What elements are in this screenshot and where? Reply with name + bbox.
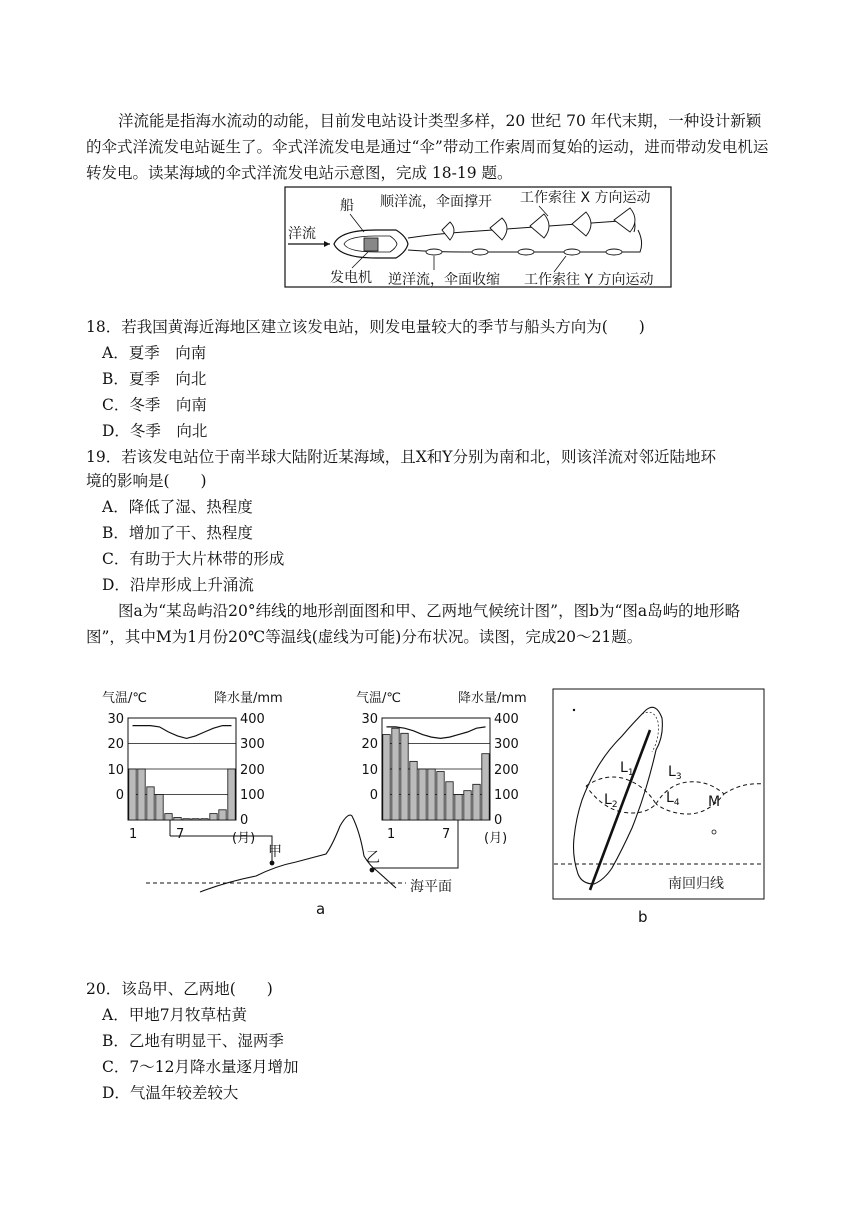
question-20-stem: 20．该岛甲、乙两地( ) (86, 980, 273, 998)
yi-precip-tick-0: 0 (494, 813, 503, 828)
figure-a (96, 686, 550, 920)
jia-precip-bar-6 (174, 817, 181, 820)
question-18-option-a: A．夏季 向南 (102, 344, 207, 362)
jia-climate-chart (128, 718, 236, 820)
backward-current-label: 逆洋流，伞面收缩 (388, 272, 500, 288)
m-label: M (708, 794, 721, 810)
jia-precip-bar-7 (183, 819, 190, 820)
jia-label: 甲 (268, 844, 282, 860)
jia-precip-bar-12 (228, 769, 235, 820)
sea-level-label: 海平面 (410, 879, 452, 895)
x-direction-label: 工作索往 X 方向运动 (520, 190, 651, 206)
yi-climate-chart (382, 718, 490, 820)
question-18-option-d: D．冬季 向北 (102, 422, 208, 440)
question-18-stem: 18．若我国黄海近海地区建立该发电站，则发电量较大的季节与船头方向为( ) (86, 318, 645, 336)
l2-label: $L_2$ (604, 792, 618, 810)
yi-precip-tick-400: 400 (494, 712, 519, 727)
l1-label: $L_1$ (620, 760, 634, 778)
yi-point (370, 868, 375, 873)
jia-precip-tick-200: 200 (240, 763, 265, 778)
question-19-option-d: D．沿岸形成上升涌流 (102, 576, 254, 594)
question-19-stem-line2: 境的影响是( ) (86, 472, 207, 490)
question-19-option-a: A．降低了湿、热程度 (102, 498, 253, 516)
jia-precip-tick-100: 100 (240, 788, 265, 803)
jia-temp-tick-0: 0 (115, 788, 124, 803)
yi-precip-bar-6 (428, 769, 435, 820)
jia-temp-axis-label: 气温/℃ (102, 691, 147, 706)
generator-block (364, 238, 378, 251)
jia-precip-tick-400: 400 (240, 712, 265, 727)
question-19-option-b: B．增加了干、热程度 (102, 524, 253, 542)
yi-temp-tick-30: 30 (361, 712, 378, 727)
yi-precip-bar-12 (482, 754, 489, 820)
yi-precip-bar-10 (464, 791, 471, 820)
yi-precip-bar-11 (473, 784, 480, 820)
yi-precip-tick-100: 100 (494, 788, 519, 803)
ocean-current-station-figure (284, 186, 674, 290)
yi-precip-tick-300: 300 (494, 737, 519, 752)
jia-precip-bar-4 (156, 795, 163, 821)
yi-precip-bar-4 (410, 761, 417, 820)
question-18-option-b: B．夏季 向北 (102, 370, 207, 388)
question-19-stem-line1: 19．若该发电站位于南半球大陆附近某海域，且X和Y分别为南和北，则该洋流对邻近陆地环 (86, 448, 716, 466)
yi-label: 乙 (366, 850, 380, 866)
jia-precip-bar-2 (138, 769, 145, 820)
yi-month-1: 1 (387, 827, 396, 842)
l3-label: $L_3$ (668, 764, 682, 782)
yi-precip-bar-9 (455, 795, 462, 821)
jia-month-1: 1 (129, 827, 138, 842)
jia-temp-tick-10: 10 (107, 763, 124, 778)
yi-precip-bar-7 (437, 772, 444, 820)
yi-temp-tick-10: 10 (361, 763, 378, 778)
jia-temp-tick-20: 20 (107, 737, 124, 752)
yi-temp-tick-20: 20 (361, 737, 378, 752)
generator-label: 发电机 (330, 270, 372, 286)
yi-precip-bar-3 (401, 733, 408, 820)
question-20-option-c: C．7～12月降水量逐月增加 (102, 1058, 299, 1076)
ship-label: 船 (340, 198, 354, 214)
question-19-option-c: C．有助于大片林带的形成 (102, 550, 285, 568)
yi-precip-bar-5 (419, 769, 426, 820)
jia-precip-bar-1 (129, 769, 136, 820)
yi-month-7: 7 (442, 827, 451, 842)
jia-precip-bar-10 (210, 814, 217, 820)
intro-paragraph-2: 图a为“某岛屿沿20°纬线的地形剖面图和甲、乙两地气候统计图”，图b为“图a岛屿的地形略图”，其中M为1月份20℃等温线(虚线为可能)分布状况。读图，完成20～21题。 (86, 602, 741, 646)
y-direction-label: 工作索往 Y 方向运动 (524, 272, 654, 288)
yi-pointer-line (372, 840, 458, 868)
jia-temp-tick-30: 30 (107, 712, 124, 727)
l4-label: $L_4$ (666, 790, 680, 808)
jia-precip-bar-3 (147, 787, 154, 820)
jia-precip-axis-label: 降水量/mm (214, 691, 283, 706)
yi-temp-axis-label: 气温/℃ (356, 691, 401, 706)
jia-precip-bar-8 (192, 819, 199, 820)
yi-precip-bar-2 (392, 728, 399, 820)
yi-precip-bar-8 (446, 782, 453, 820)
yi-precip-bar-1 (383, 735, 390, 820)
question-20-option-d: D．气温年较差较大 (102, 1084, 239, 1102)
question-20-option-a: A．甲地7月牧草枯黄 (102, 1006, 248, 1024)
jia-month-7: 7 (176, 827, 185, 842)
yi-month-unit: (月) (484, 831, 508, 846)
intro-paragraph-1: 洋流能是指海水流动的动能，目前发电站设计类型多样，20 世纪 70 年代末期，一种设计新颖的伞式洋流发电站诞生了。伞式洋流发电是通过“伞”带动工作索周而复始的运动，进而带动发电机运转发电。读某海域的伞式洋流发电站示意图，完成 18-19 题。 (86, 112, 769, 182)
yi-temp-tick-0: 0 (369, 788, 378, 803)
jia-precip-tick-0: 0 (240, 813, 249, 828)
figure-b-label: b (638, 908, 648, 926)
jia-precip-bar-9 (201, 819, 208, 820)
northwest-islet-dot (573, 709, 575, 711)
yi-precip-tick-200: 200 (494, 763, 519, 778)
jia-pointer-line (170, 836, 272, 862)
jia-precip-bar-5 (165, 814, 172, 820)
question-18-option-c: C．冬季 向南 (102, 396, 207, 414)
forward-current-label: 顺洋流，伞面撑开 (380, 194, 492, 210)
question-20-option-b: B．乙地有明显干、湿两季 (102, 1032, 284, 1050)
jia-precip-bar-11 (219, 810, 226, 820)
jia-point (270, 861, 275, 866)
figure-b (552, 688, 768, 928)
figure-a-label: a (316, 900, 326, 918)
jia-month-unit: (月) (232, 831, 256, 846)
jia-precip-tick-300: 300 (240, 737, 265, 752)
tropic-label: 南回归线 (668, 876, 724, 892)
yi-precip-axis-label: 降水量/mm (458, 691, 527, 706)
ocean-current-label: 洋流 (288, 226, 316, 242)
